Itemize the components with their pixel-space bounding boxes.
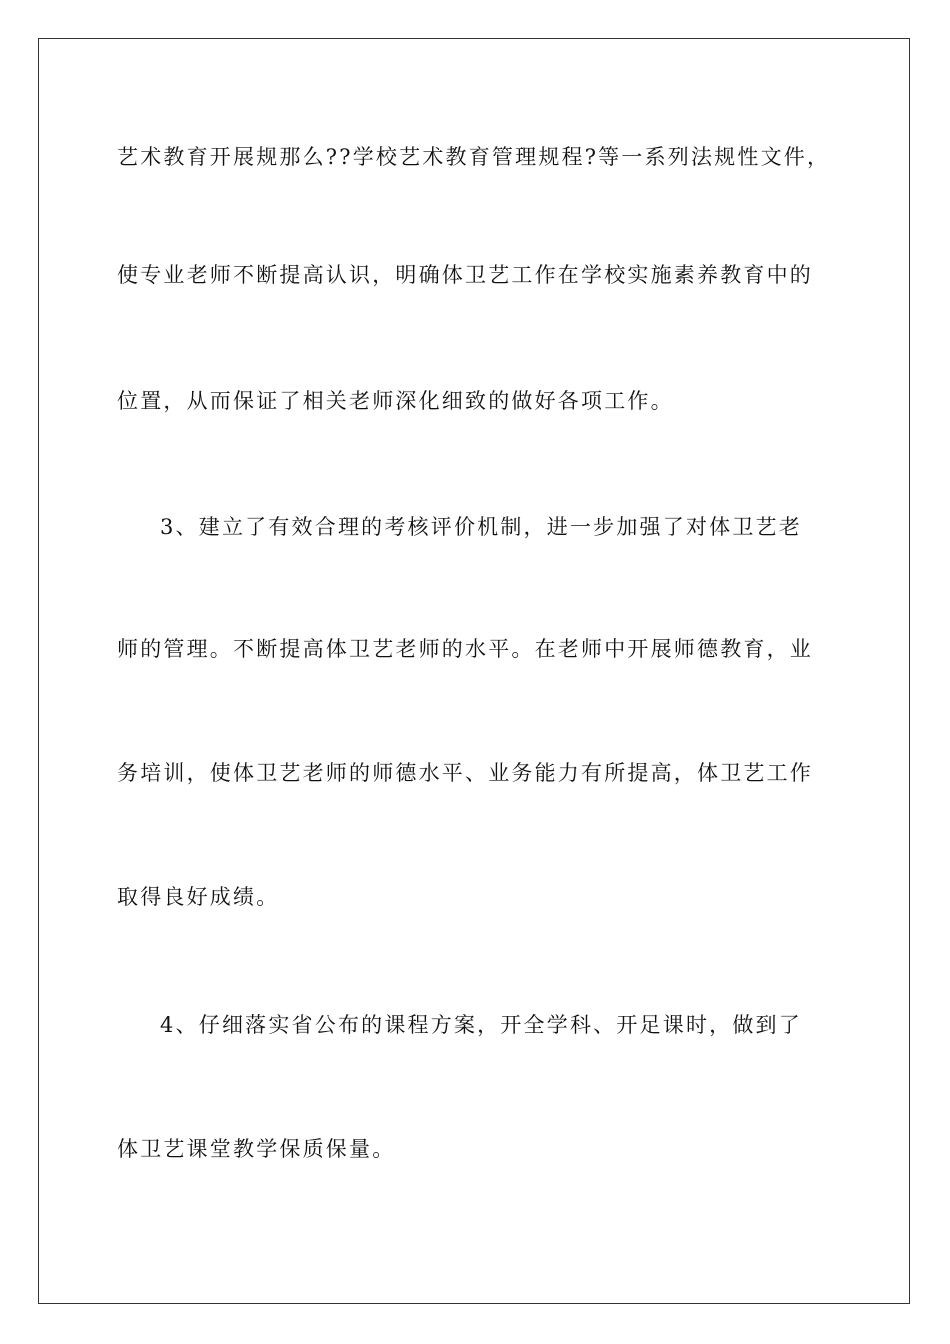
page-frame [38,38,910,1304]
text-line-3: 位置，从而保证了相关老师深化细致的做好各项工作。 [117,389,674,413]
text-line-6: 务培训，使体卫艺老师的师德水平、业务能力有所提高，体卫艺工作 [117,761,813,785]
text-line-7: 取得良好成绩。 [117,885,280,909]
text-line-1: 艺术教育开展规那么??学校艺术教育管理规程?等一系列法规性文件， [117,145,831,169]
text-line-4: 3、建立了有效合理的考核评价机制，进一步加强了对体卫艺老 [160,515,802,539]
text-line-9: 体卫艺课堂教学保质保量。 [117,1137,396,1161]
text-line-5: 师的管理。不断提高体卫艺老师的水平。在老师中开展师德教育，业 [117,637,813,661]
text-line-8: 4、仔细落实省公布的课程方案，开全学科、开足课时，做到了 [160,1013,802,1037]
text-line-2: 使专业老师不断提高认识，明确体卫艺工作在学校实施素养教育中的 [117,263,813,287]
